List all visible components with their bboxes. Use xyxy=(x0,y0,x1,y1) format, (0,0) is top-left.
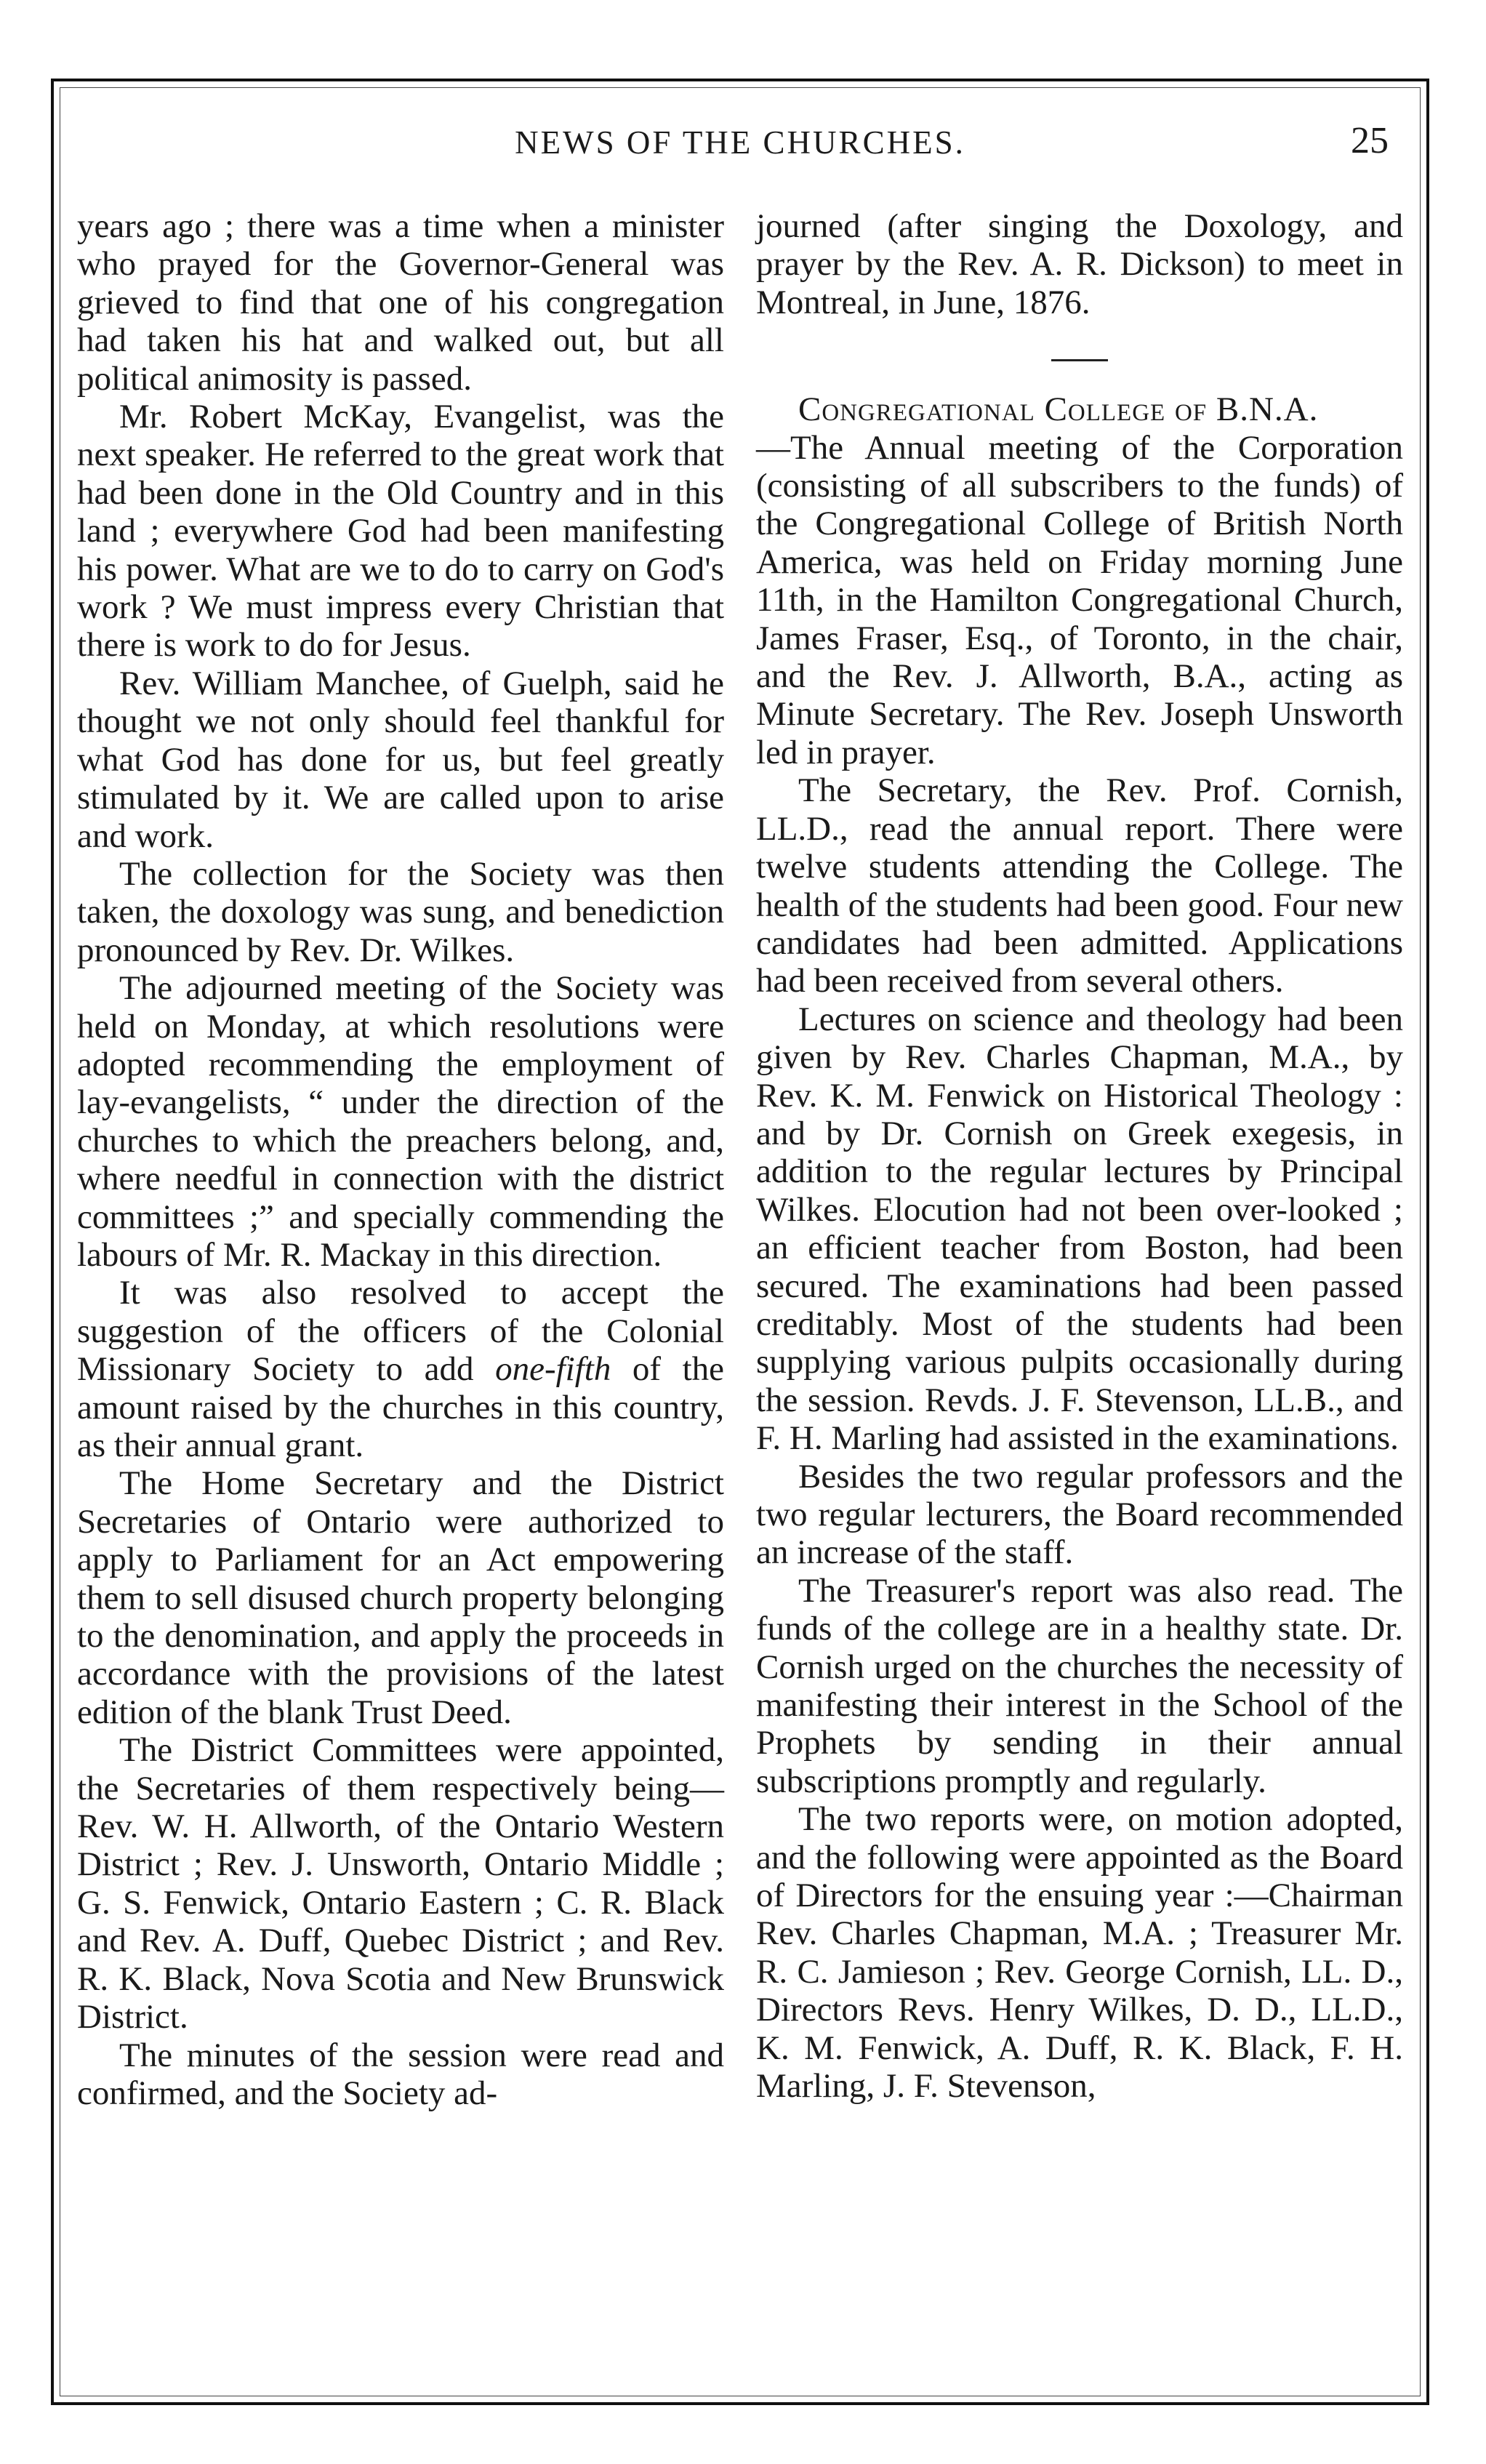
left-paragraph-9: The minutes of the session were read and confirmed, and the Society ad- xyxy=(77,2036,724,2112)
right-paragraph-2 xyxy=(756,390,1403,771)
left-paragraph-4: The collection for the Society was then taken, the doxology was sung, and benediction pronounced by Rev. Dr. Wilkes. xyxy=(77,854,724,969)
right-paragraph-6: The Treasurer's report was also read. The funds of the college are in a healthy state. Dr. Cornish urged on the churches the necessity of manifesting their interest in the School of the Prophets by sending in their annual subscriptions promptly and regularly. xyxy=(756,1571,1403,1800)
right-paragraph-7: The two reports were, on motion adopted, and the following were appointed as the Board of Directors for the ensuing year :—Chairman Rev. Charles Chapman, M.A. ; Treasurer Mr. R. C. Jamieson ; Rev. George Cornish, LL. D., Directors Revs. Henry Wilkes, D. D., LL.D., K. M. Fenwick, A. Duff, R. K. Black, F. H. Marling, J. F. Stevenson, xyxy=(756,1800,1403,2106)
right-paragraph-3: The Secretary, the Rev. Prof. Cornish, LL.D., read the annual report. There were twelve students attending the College. The health of the students had been good. Four new candidates had been admitted. Applications had been received from several others. xyxy=(756,771,1403,1000)
section-heading: Congregational College of B.N.A. xyxy=(798,390,1319,429)
left-paragraph-6-start: It was also resolved to accept the suggestion of the officers of the Colonial Missionary Society to add xyxy=(77,1274,724,1389)
right-column xyxy=(756,207,1403,2106)
right-paragraph-4: Lectures on science and theology had been given by Rev. Charles Chapman, M.A., by Rev. K. M. Fenwick on Historical Theology : and by Dr. Cornish on Greek exegesis, in addition to the regular lectures by Principal Wilkes. Elocution had not been over-looked ; an efficient teacher from Boston, had been secured. The examinations had been passed creditably. Most of the students had been supplying various pulpits occasionally during the session. Revds. J. F. Stevenson, LL.B., and F. H. Marling had assisted in the examinations. xyxy=(756,1000,1403,1458)
left-paragraph-6-italic: one-fifth xyxy=(495,1350,611,1389)
section-divider xyxy=(1051,359,1108,361)
right-paragraph-2-text: —The Annual meeting of the Corporation (consisting of all subscribers to the funds) of the Congregational College of British North America, was held on Friday morning June 11th, in the Hamilton Congregational Church, James Fraser, Esq., of Toronto, in the chair, and the Rev. J. Allworth, B.A., acting as Minute Secretary. The Rev. Joseph Unsworth led in prayer. xyxy=(756,428,1403,771)
left-paragraph-6 xyxy=(77,1274,724,1464)
page-number: 25 xyxy=(1351,120,1389,161)
right-paragraph-5: Besides the two regular professors and the two regular lecturers, the Board recommended an increase of the staff. xyxy=(756,1457,1403,1572)
running-header xyxy=(51,120,1429,174)
left-paragraph-2: Mr. Robert McKay, Evangelist, was the next speaker. He referred to the great work that had been done in the Old Country and in this land ; everywhere God had been manifesting his power. What are we to do to carry on God's work ? We must impress every Christian that there is work to do for Jesus. xyxy=(77,398,724,665)
left-paragraph-5: The adjourned meeting of the Society was held on Monday, at which resolutions were adopted recommending the employment of lay-evangelists, “ under the direction of the churches to which the preachers belong, and, where needful in connection with the district committees ;” and specially commending the labours of Mr. R. Mackay in this direction. xyxy=(77,969,724,1274)
right-paragraph-1: journed (after singing the Doxology, and prayer by the Rev. A. R. Dickson) to meet in Montreal, in June, 1876. xyxy=(756,207,1403,321)
left-paragraph-7: The Home Secretary and the District Secretaries of Ontario were authorized to apply to Parliament for an Act empowering them to sell disused church property belonging to the denomination, and apply the proceeds in accordance with the provisions of the latest edition of the blank Trust Deed. xyxy=(77,1464,724,1731)
running-title: NEWS OF THE CHURCHES. xyxy=(515,124,965,161)
left-paragraph-8: The District Committees were appointed, the Secretaries of them respectively being—Rev. W. H. Allworth, of the Ontario Western District ; Rev. J. Unsworth, Ontario Middle ; G. S. Fenwick, Ontario Eastern ; C. R. Black and Rev. A. Duff, Quebec District ; and Rev. R. K. Black, Nova Scotia and New Brunswick District. xyxy=(77,1731,724,2036)
left-paragraph-1: years ago ; there was a time when a minister who prayed for the Governor-General was grieved to find that one of his congregation had taken his hat and walked out, but all political animosity is passed. xyxy=(77,207,724,398)
left-paragraph-6-end: of the amount raised by the churches in this country, as their annual grant. xyxy=(77,1350,724,1464)
left-column xyxy=(77,207,724,2112)
left-paragraph-3: Rev. William Manchee, of Guelph, said he thought we not only should feel thankful for what God has done for us, but feel greatly stimulated by it. We are called upon to arise and work. xyxy=(77,664,724,855)
